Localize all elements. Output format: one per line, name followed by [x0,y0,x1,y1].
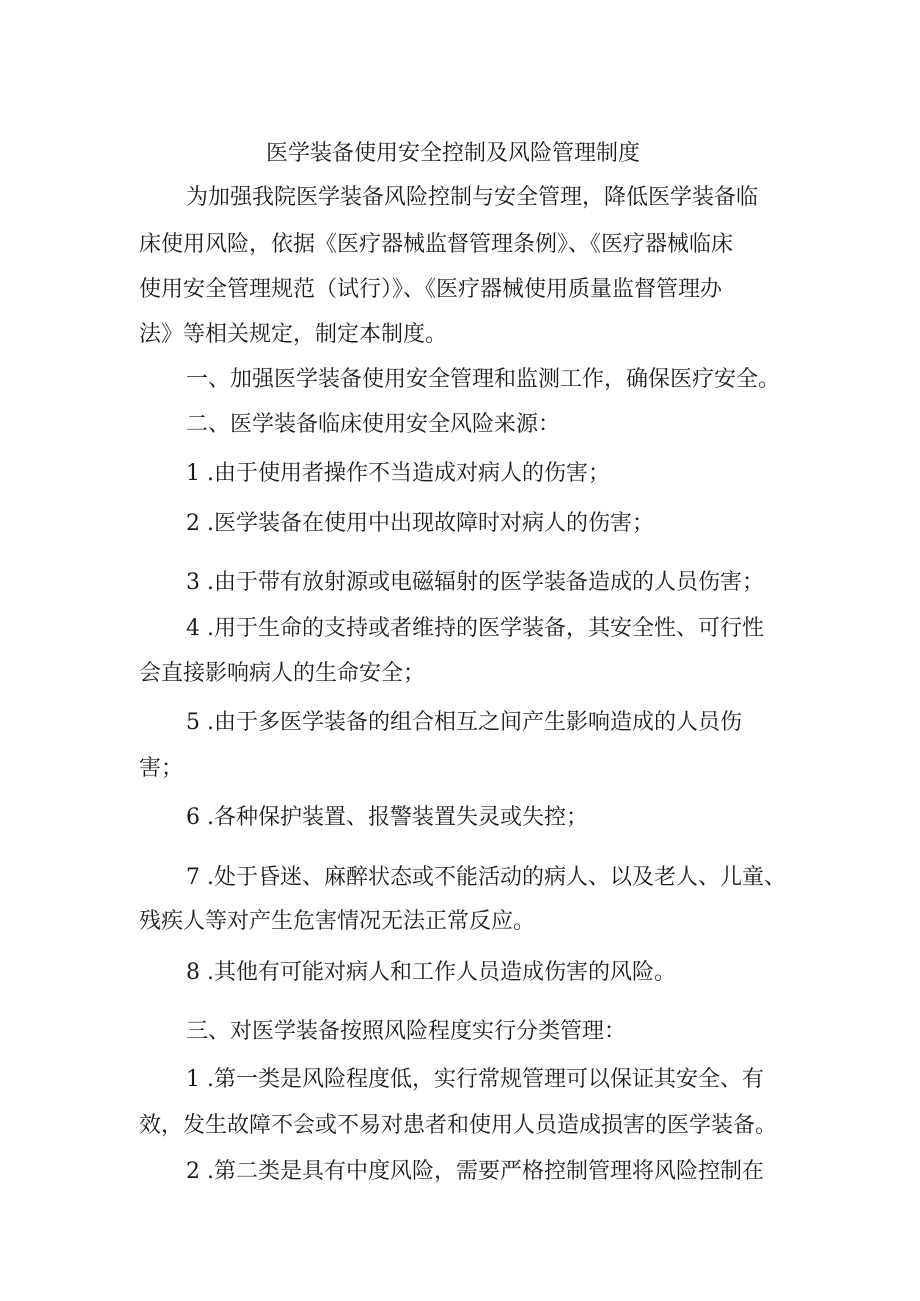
section-3-heading: 三、对医学装备按照风险程度实行分类管理： [186,1019,627,1044]
list-item: 1 .由于使用者操作不当造成对病人的伤害； [186,461,610,486]
section-2-heading: 二、医学装备临床使用安全风险来源： [186,412,561,437]
intro-line: 床使用风险，依据《医疗器械监督管理条例》、《医疗器械临床 [139,232,734,257]
list-item: 1 .第一类是风险程度低，实行常规管理可以保证其安全、有 [186,1067,764,1092]
intro-line: 使用安全管理规范（试行）》、《医疗器械使用质量监督管理办 [139,277,723,302]
list-item: 7 .处于昏迷、麻醉状态或不能活动的病人、以及老人、儿童、 [186,865,786,890]
list-item: 2 .医学装备在使用中出现故障时对病人的伤害； [186,511,654,536]
list-item: 8 .其他有可能对病人和工作人员造成伤害的风险。 [186,960,676,985]
list-item: 4 .用于生命的支持或者维持的医学装备，其安全性、可行性 [186,616,764,641]
list-item-continuation: 效，发生故障不会或不易对患者和使用人员造成损害的医学装备。 [139,1113,778,1138]
page-title: 医学装备使用安全控制及风险管理制度 [266,141,641,166]
list-item: 5 .由于多医学装备的组合相互之间产生影响造成的人员伤 [186,710,742,735]
list-item-continuation: 会直接影响病人的生命安全； [139,661,426,686]
intro-line: 法》等相关规定，制定本制度。 [139,322,448,347]
intro-line: 为加强我院医学装备风险控制与安全管理，降低医学装备临 [186,185,759,210]
list-item: 3 .由于带有放射源或电磁辐射的医学装备造成的人员伤害； [186,570,764,595]
section-1-heading: 一、加强医学装备使用安全管理和监测工作，确保医疗安全。 [186,367,781,392]
list-item-continuation: 残疾人等对产生危害情况无法正常反应。 [139,909,536,934]
list-item: 6 .各种保护装置、报警装置失灵或失控； [186,805,588,830]
list-item: 2 .第二类是具有中度风险，需要严格控制管理将风险控制在 [186,1159,764,1184]
list-item-continuation: 害； [139,756,184,781]
